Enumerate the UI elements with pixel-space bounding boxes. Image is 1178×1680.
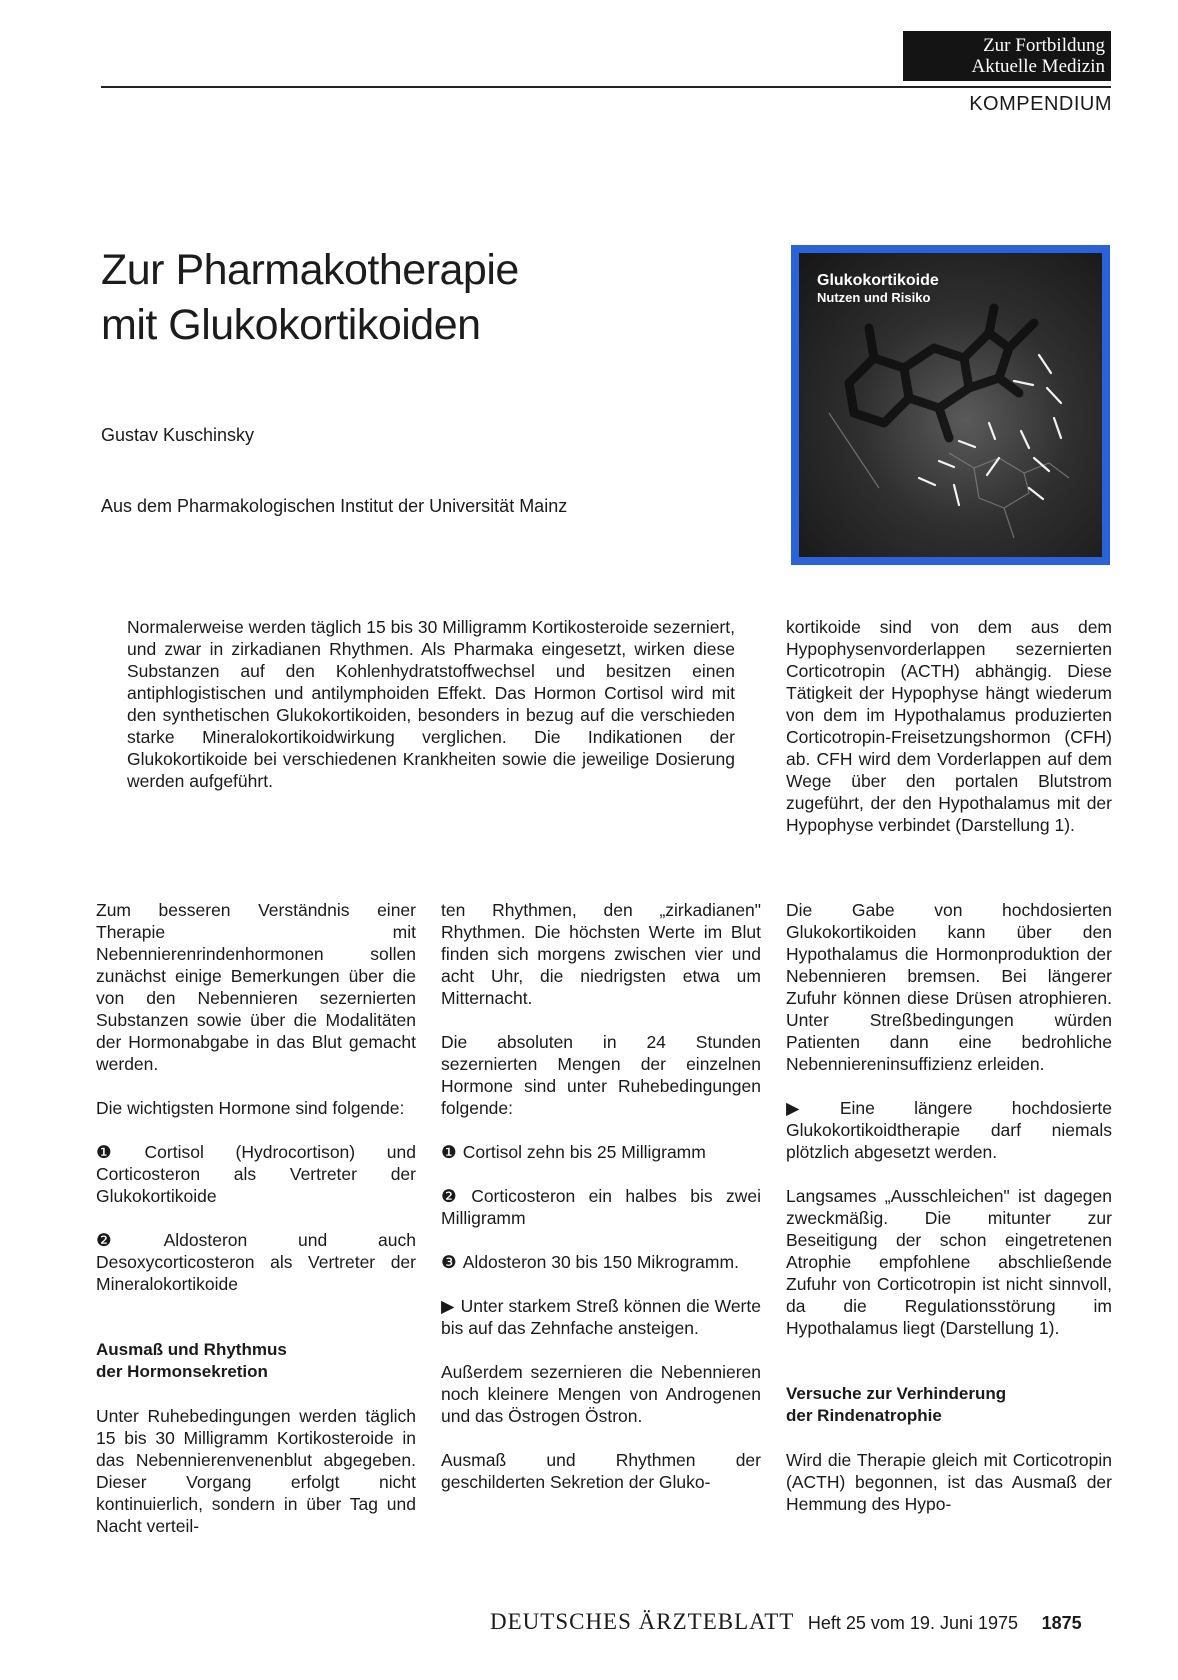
col2-list-item-1 [441,1141,761,1163]
col2-paragraph-1: ten Rhythmen, den „zirkadianen" Rhythmen. Die höchsten Werte im Blut finden sich morgens zwischen vier und acht Uhr, die niedrigsten etwa um Mitternacht. [441,900,761,1008]
col2-item-2-text: Corticosteron ein halbes bis zwei Milligramm [441,1186,761,1228]
col3-section-heading [786,1383,1112,1427]
series-badge [903,31,1111,81]
triangle-bullet-icon: ▶ [441,1296,455,1316]
book-cover-image [791,245,1110,565]
col2-list-item-3 [441,1251,761,1273]
col2-paragraph-2: Die absoluten in 24 Stunden sezernierten Mengen der einzelnen Hormone sind unter Ruhebedingungen folgende: [441,1032,761,1118]
journal-name: DEUTSCHES ÄRZTEBLATT [490,1609,795,1634]
cover-photo [799,253,1102,557]
col3-heading-line-2: der Rindenatrophie [786,1406,942,1425]
col3-heading-line-1: Versuche zur Verhinderung [786,1384,1007,1403]
title-line-1: Zur Pharmakotherapie [101,246,519,294]
page-footer [490,1609,1082,1635]
triangle-bullet-icon: ▶ [786,1098,834,1118]
issue-info: Heft 25 vom 19. Juni 1975 [807,1613,1019,1633]
col1-section-heading [96,1339,416,1383]
series-line-1: Zur Fortbildung [983,35,1105,56]
number-marker-2: ❷ [96,1230,158,1250]
col3-paragraph-1: Die Gabe von hochdosierten Glukokortikoiden kann über den Hypothalamus die Hormonproduktion der Nebennieren bremsen. Bei längerer Zufuhr können diese Drüsen atrophieren. Unter Streßbedingungen würden Patienten dann eine bedrohliche Nebenniereninsuffizienz erleiden. [786,900,1112,1074]
col1-heading-line-2: der Hormonsekretion [96,1362,268,1381]
col2-item-3-text: Aldosteron 30 bis 150 Mikrogramm. [462,1252,739,1272]
author: Gustav Kuschinsky [101,425,255,445]
page-number: 1875 [1041,1613,1082,1633]
col1-item-1-text: Cortisol (Hydrocortison) und Corticosteron als Vertreter der Glukokortikoide [96,1142,416,1206]
col3-note-text: Eine längere hochdosierte Glukokortikoidtherapie darf niemals plötzlich abgesetzt werden. [786,1098,1112,1162]
number-marker-3: ❸ [441,1252,457,1272]
article-title [101,243,519,353]
col2-item-1-text: Cortisol zehn bis 25 Milligramm [462,1142,706,1162]
col2-paragraph-4: Ausmaß und Rhythmen der geschilderten Sekretion der Gluko- [441,1450,761,1492]
col1-paragraph-1: Zum besseren Verständnis einer Therapie mit Nebennierenrindenhormonen sollen zunächst einige Bemerkungen über die von den Nebennieren sezernierten Substanzen sowie über die Modalitäten der Hormonabgabe in das Blut gemacht werden. [96,900,416,1074]
column-2 [441,899,761,1515]
col3-top-paragraph: kortikoide sind von dem aus dem Hypophysenvorderlappen sezernierten Corticotropin (ACTH) abhängig. Diese Tätigkeit der Hypophyse hängt wiederum von dem im Hypothalamus produzierten Corticotropin-Freisetzungshormon (CFH) ab. CFH wird dem Vorderlappen auf dem Wege über den portalen Blutstrom zugeführt, der den Hypothalamus mit der Hypophyse verbindet (Darstellung 1). [786,617,1112,835]
col2-note [441,1295,761,1339]
series-line-2: Aktuelle Medizin [971,56,1105,77]
col1-list-item-1 [96,1141,416,1207]
column-1 [96,899,416,1559]
header-rule [101,86,1111,88]
col1-paragraph-2: Die wichtigsten Hormone sind folgende: [96,1098,405,1118]
col1-item-2-text: Aldosteron und auch Desoxycorticosteron als Vertreter der Mineralokortikoide [96,1230,416,1294]
column-3 [786,899,1112,1537]
column-3-continuation [786,616,1112,836]
col2-note-text: Unter starkem Streß können die Werte bis auf das Zehnfache ansteigen. [441,1296,761,1338]
col1-list-item-2 [96,1229,416,1295]
cover-subtitle: Nutzen und Risiko [817,290,931,305]
col3-paragraph-3: Wird die Therapie gleich mit Corticotropin (ACTH) begonnen, ist das Ausmaß der Hemmung des Hypo- [786,1450,1112,1514]
col3-note [786,1097,1112,1163]
affiliation: Aus dem Pharmakologischen Institut der Universität Mainz [101,496,568,516]
number-marker-1: ❶ [441,1142,457,1162]
number-marker-1: ❶ [96,1142,139,1162]
title-line-2: mit Glukokortikoiden [101,301,481,349]
col1-heading-line-1: Ausmaß und Rhythmus [96,1340,287,1359]
col2-paragraph-3: Außerdem sezernieren die Nebennieren noch kleinere Mengen von Androgenen und das Östrogen Östron. [441,1362,761,1426]
cover-title: Glukokortikoide [817,272,939,289]
abstract: Normalerweise werden täglich 15 bis 30 Milligramm Kortikosteroide sezerniert, und zwar in zirkadianen Rhythmen. Als Pharmaka eingesetzt, wirken diese Substanzen auf den Kohlenhydratstoffwechsel und besitzen einen antiphlogistischen und antilymphoiden Effekt. Das Hormon Cortisol wird mit den synthetischen Glukokortikoiden, besonders in bezug auf die verschieden starke Mineralokortikoidwirkung verglichen. Die Indikationen der Glukokortikoide bei verschiedenen Krankheiten sowie die jeweilige Dosierung werden aufgeführt. [127,617,735,791]
number-marker-2: ❷ [441,1186,466,1206]
col2-list-item-2 [441,1185,761,1229]
section-label: KOMPENDIUM [969,93,1112,115]
col3-paragraph-2: Langsames „Ausschleichen" ist dagegen zweckmäßig. Die mitunter zur Beseitigung der schon eingetretenen Atrophie empfohlene abschließende Zufuhr von Corticotropin ist nicht sinnvoll, da die Regulationsstörung im Hypothalamus liegt (Darstellung 1). [786,1186,1112,1338]
col1-paragraph-3: Unter Ruhebedingungen werden täglich 15 bis 30 Milligramm Kortikosteroide in das Nebennierenvenenblut abgegeben. Dieser Vorgang erfolgt nicht kontinuierlich, sondern in über Tag und Nacht verteil- [96,1406,416,1536]
